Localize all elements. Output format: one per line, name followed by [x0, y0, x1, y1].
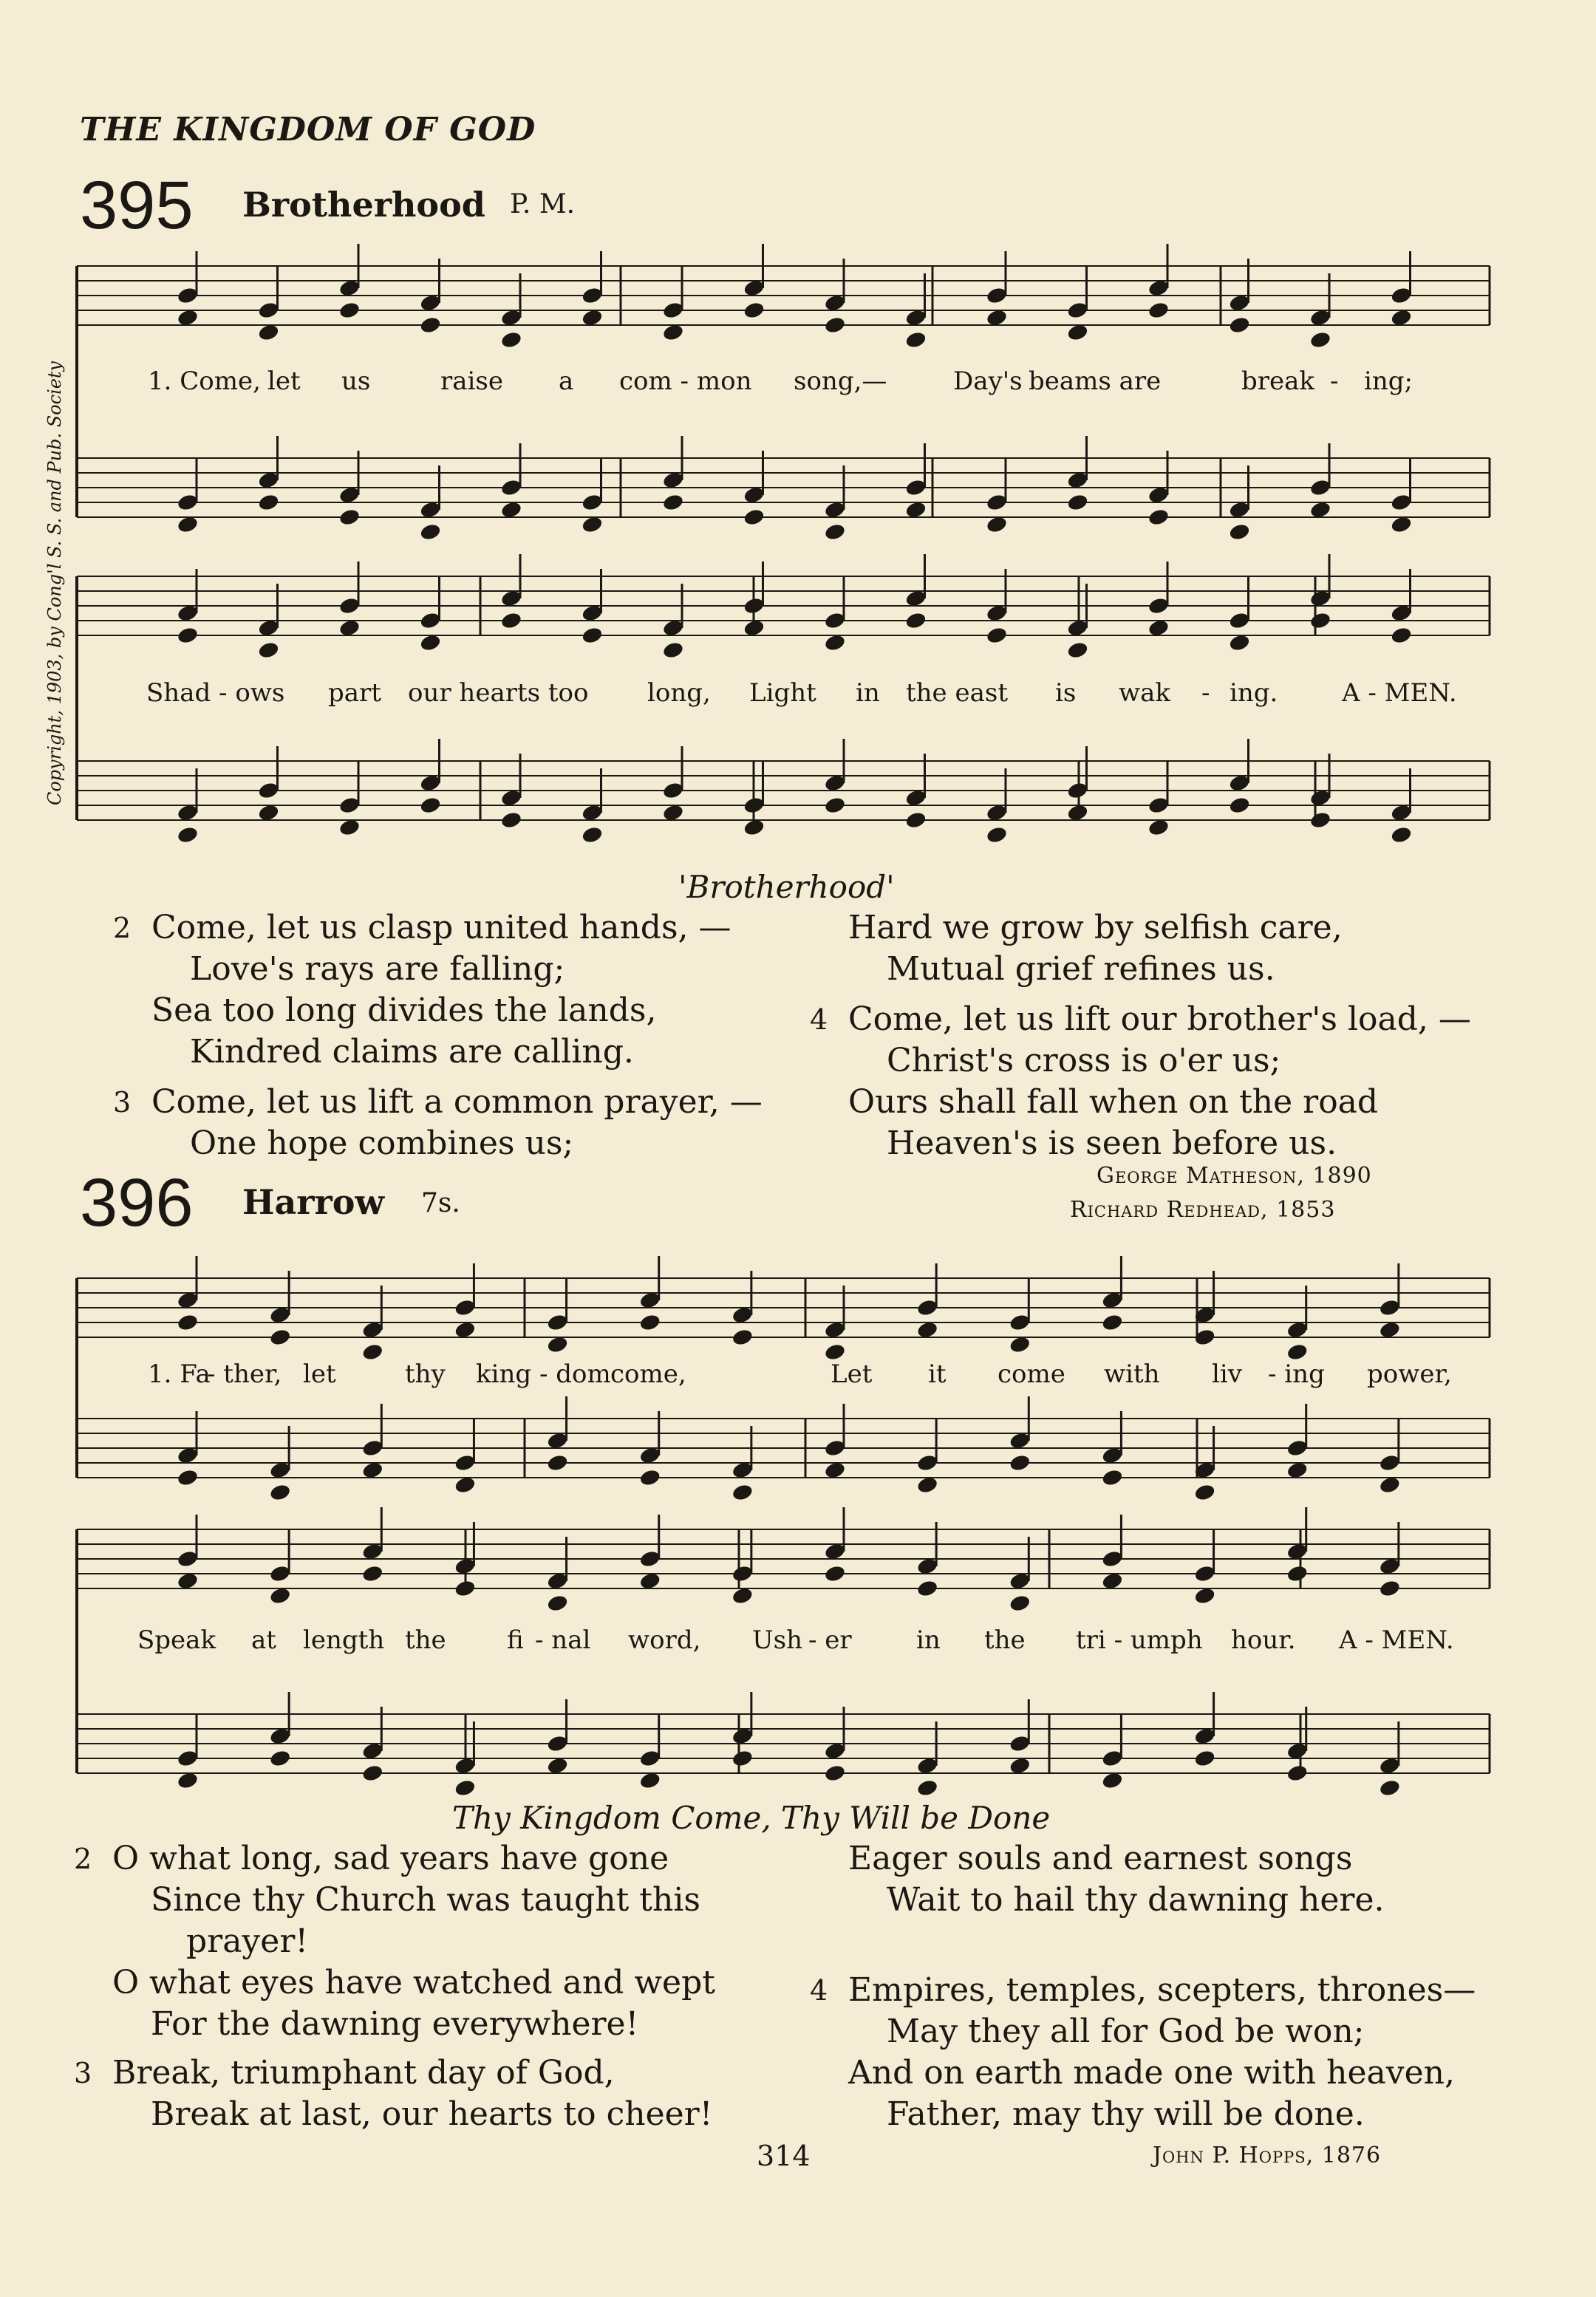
stanza-number: 3	[74, 2057, 92, 2089]
lyric-syllable: thy	[405, 1359, 446, 1389]
stanza-line: Hard we grow by selfish care,	[848, 909, 1343, 946]
lyric-syllable: Shad - ows	[146, 678, 285, 708]
lyric-syllable: the east	[906, 678, 1008, 708]
hymn-396-meter: 7s.	[421, 1188, 460, 1218]
hymn-395-tune-name: Brotherhood	[242, 185, 485, 225]
note-head	[1379, 1579, 1402, 1598]
note-head	[662, 493, 685, 512]
lyric-syllable: ing;	[1364, 366, 1413, 396]
note-head	[732, 1483, 754, 1502]
stanza-line: Empires, temples, scepters, thrones—	[848, 1971, 1476, 2009]
note-head	[1228, 522, 1251, 542]
lyric-syllable: the	[405, 1625, 446, 1655]
note-head	[177, 626, 200, 645]
lyric-syllable: king - dom	[476, 1359, 611, 1389]
note-head	[361, 1764, 384, 1783]
lyric-syllable: word,	[628, 1625, 701, 1655]
note-head	[904, 810, 927, 830]
lyric-syllable: power,	[1367, 1359, 1452, 1389]
note-head	[581, 825, 604, 844]
note-head	[732, 1328, 754, 1347]
lyric-syllable: length	[303, 1625, 385, 1655]
page-number: 314	[757, 2140, 811, 2172]
note-head	[419, 315, 442, 335]
hymn-396-stanzas-right	[810, 1838, 1476, 2135]
lyric-syllable: raise	[440, 366, 503, 396]
stanza-line: prayer!	[186, 1922, 309, 1960]
note-head	[824, 1764, 847, 1783]
note-head	[1390, 825, 1413, 844]
lyric-syllable: come,	[610, 1359, 686, 1389]
note-head	[986, 626, 1009, 645]
note-head	[1193, 1749, 1216, 1768]
note-head	[454, 1778, 477, 1798]
hymn-395-caption: 'Brotherhood'	[678, 869, 895, 905]
note-head	[581, 626, 604, 645]
lyric-syllable: -	[1330, 366, 1339, 396]
note-head	[177, 1313, 200, 1332]
stanza-line: Kindred claims are calling.	[190, 1033, 634, 1071]
lyric-syllable: wak	[1119, 678, 1170, 708]
note-head	[1379, 1778, 1402, 1798]
note-head	[419, 796, 442, 815]
stanza-line: Break at last, our hearts to cheer!	[151, 2095, 713, 2133]
note-head	[338, 508, 361, 527]
note-head	[546, 1594, 569, 1613]
lyric-syllable: Speak	[137, 1625, 216, 1655]
hymn-395-stanzas-right	[810, 907, 1471, 1164]
note-head	[638, 1468, 661, 1487]
stanza-line: O what eyes have watched and wept	[112, 1964, 715, 2001]
hymn-395-number: 395	[80, 168, 194, 243]
stanza-line: O what long, sad years have gone	[112, 1840, 669, 1877]
note-head	[824, 796, 847, 815]
section-title: THE KINGDOM OF GOD	[80, 111, 536, 149]
note-head	[638, 1313, 661, 1332]
hymn-395-meter: P. M.	[510, 189, 576, 219]
hymn-396-author-credit: John P. Hopps, 1876	[1153, 2143, 1382, 2168]
stanza-line: Heaven's is seen before us.	[887, 1124, 1337, 1162]
lyric-syllable: let	[303, 1359, 336, 1389]
note-head	[743, 508, 765, 527]
lyric-syllable: 1. Come,	[148, 366, 261, 396]
note-head	[1147, 508, 1170, 527]
lyric-syllable: - nal	[535, 1625, 591, 1655]
lyric-syllable: Ush	[752, 1625, 802, 1655]
note-head	[361, 1342, 384, 1362]
note-head	[824, 1564, 847, 1583]
note-head	[1066, 493, 1089, 512]
note-head	[916, 1579, 939, 1598]
stanza-line: Mutual grief refines us.	[887, 950, 1275, 988]
note-head	[1286, 1564, 1309, 1583]
note-head	[257, 641, 280, 660]
lyric-syllable: fi	[507, 1625, 524, 1655]
lyric-syllable: is	[1055, 678, 1077, 708]
note-head	[986, 825, 1009, 844]
note-head	[743, 301, 765, 320]
stanza-line: May they all for God be won;	[887, 2013, 1365, 2050]
note-head	[546, 1453, 569, 1472]
lyric-syllable: com - mon	[619, 366, 752, 396]
note-head	[500, 611, 523, 630]
lyric-syllable: the	[984, 1625, 1026, 1655]
note-head	[824, 315, 847, 335]
lyric-syllable: in	[916, 1625, 941, 1655]
hymn-395-composer-credit: Richard Redhead, 1853	[1070, 1197, 1336, 1223]
lyric-syllable: ing.	[1230, 678, 1278, 708]
note-head	[419, 522, 442, 542]
note-head	[1390, 626, 1413, 645]
stanza-line: Sea too long divides the lands,	[151, 992, 657, 1029]
lyric-syllable: Let	[831, 1359, 873, 1389]
note-head	[338, 301, 361, 320]
hymn-396-stanzas-left	[74, 1838, 715, 2135]
stanza-line: Ours shall fall when on the road	[848, 1083, 1379, 1121]
stanza-line: Come, let us lift a common prayer, —	[151, 1083, 763, 1121]
note-head	[1066, 641, 1089, 660]
note-head	[1101, 1468, 1124, 1487]
note-head	[1228, 796, 1251, 815]
hymn-396-tune-name: Harrow	[242, 1182, 385, 1222]
note-head	[177, 825, 200, 844]
note-head	[824, 522, 847, 542]
lyric-syllable: with	[1104, 1359, 1160, 1389]
stanza-line: Come, let us clasp united hands, —	[151, 909, 732, 946]
note-head	[361, 1564, 384, 1583]
hymn-396-caption: Thy Kingdom Come, Thy Will be Done	[452, 1800, 1051, 1836]
stanza-line: Since thy Church was taught this	[151, 1881, 700, 1919]
note-head	[1309, 810, 1332, 830]
stanza-line: Love's rays are falling;	[190, 950, 565, 988]
note-head	[177, 1468, 200, 1487]
note-head	[732, 1749, 754, 1768]
note-head	[500, 810, 523, 830]
lyric-syllable: let	[267, 366, 301, 396]
note-head	[269, 1328, 292, 1347]
stanza-number: 4	[810, 1003, 828, 1036]
lyric-syllable: song,—	[794, 366, 887, 396]
stanza-number: 4	[810, 1974, 828, 2007]
hymn-396-number: 396	[80, 1165, 194, 1240]
lyric-syllable: long,	[647, 678, 711, 708]
lyric-syllable: in	[856, 678, 880, 708]
note-head	[1193, 1483, 1216, 1502]
lyric-syllable: at	[251, 1625, 276, 1655]
note-head	[1309, 330, 1332, 349]
stanza-line: Break, triumphant day of God,	[112, 2054, 615, 2092]
hymn-395-author-credit: George Matheson, 1890	[1097, 1163, 1372, 1189]
note-head	[1009, 1594, 1031, 1613]
hymn-395-stanzas-left	[113, 907, 763, 1164]
stanza-line: Christ's cross is o'er us;	[887, 1042, 1281, 1079]
lyric-syllable: - ther,	[207, 1359, 282, 1389]
stanza-line: One hope combines us;	[190, 1124, 574, 1162]
note-head	[1147, 301, 1170, 320]
note-head	[1228, 315, 1251, 335]
lyric-syllable: hour.	[1231, 1625, 1296, 1655]
note-head	[500, 330, 523, 349]
note-head	[1309, 611, 1332, 630]
copyright-notice: Copyright, 1903, by Cong'l S. S. and Pub. Society	[44, 361, 65, 805]
stanza-line: Wait to hail thy dawning here.	[887, 1881, 1385, 1919]
lyric-syllable: tri - umph	[1076, 1625, 1203, 1655]
lyric-syllable: a	[559, 366, 574, 396]
lyric-syllable: -	[1201, 678, 1210, 708]
stanza-line: Eager souls and earnest songs	[848, 1840, 1353, 1877]
lyric-syllable: A - MEN.	[1342, 678, 1457, 708]
stanza-line: Come, let us lift our brother's load, —	[848, 1000, 1471, 1038]
lyric-syllable: us	[341, 366, 371, 396]
lyric-syllable: - er	[808, 1625, 852, 1655]
stanza-line: And on earth made one with heaven,	[848, 2054, 1455, 2092]
note-head	[257, 493, 280, 512]
lyric-syllable: break	[1241, 366, 1315, 396]
lyric-syllable: A - MEN.	[1339, 1625, 1454, 1655]
note-head	[454, 1579, 477, 1598]
note-head	[662, 641, 685, 660]
note-head	[904, 611, 927, 630]
stanza-line: Father, may thy will be done.	[887, 2095, 1365, 2133]
lyric-syllable: our hearts too	[408, 678, 589, 708]
lyric-syllable: it	[928, 1359, 947, 1389]
lyric-syllable: beams are	[1029, 366, 1162, 396]
note-head	[904, 330, 927, 349]
lyric-syllable: come	[998, 1359, 1065, 1389]
lyric-syllable: liv	[1212, 1359, 1242, 1389]
stanza-number: 2	[113, 912, 132, 944]
note-head	[269, 1483, 292, 1502]
stanza-line: For the dawning everywhere!	[151, 2005, 639, 2043]
note-head	[269, 1749, 292, 1768]
stanza-number: 2	[74, 1843, 92, 1875]
lyric-syllable: 1. Fa	[148, 1359, 211, 1389]
lyric-syllable: Day's	[953, 366, 1023, 396]
lyric-syllable: - ing	[1268, 1359, 1325, 1389]
stanza-number: 3	[113, 1086, 132, 1119]
lyric-syllable: part	[328, 678, 381, 708]
note-head	[1009, 1453, 1031, 1472]
note-head	[916, 1778, 939, 1798]
note-head	[1101, 1313, 1124, 1332]
lyric-syllable: Light	[749, 678, 816, 708]
note-head	[1286, 1764, 1309, 1783]
